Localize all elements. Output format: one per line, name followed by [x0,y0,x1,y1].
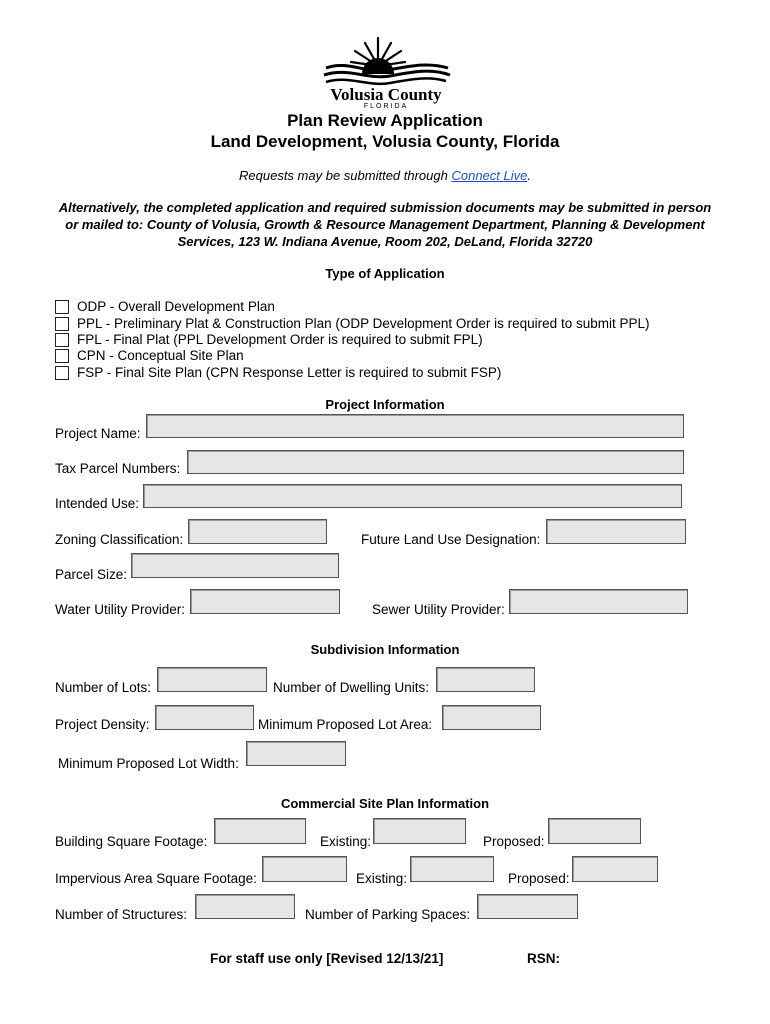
project-name-field[interactable] [146,414,684,438]
project-information-heading: Project Information [325,397,445,412]
tax-parcel-numbers-label: Tax Parcel Numbers: [55,461,181,476]
option-ppl[interactable] [55,315,649,332]
building-proposed-label: Proposed: [483,834,545,849]
number-of-dwelling-units-field[interactable] [436,667,535,692]
option-cpn[interactable] [55,347,244,364]
sewer-utility-field[interactable] [509,589,688,614]
water-utility-field[interactable] [190,589,340,614]
project-name-label: Project Name: [55,426,141,441]
mailing-instructions: Alternatively, the completed application and required submission documents may be submitted in person or mailed to: County of Volusia, Growth & Resource Management Department, Planning & Development Services, 123 W. Indiana Avenue, Room 202, DeLand, Florida 32720 [58,200,712,249]
number-of-dwelling-units-label: Number of Dwelling Units: [273,680,430,695]
volusia-county-logo [318,34,454,110]
odp-checkbox[interactable] [55,300,69,314]
building-square-footage-label: Building Square Footage: [55,834,208,849]
ppl-checkbox[interactable] [55,317,69,331]
request-note [0,168,770,183]
number-of-structures-label: Number of Structures: [55,907,188,922]
impervious-existing-label: Existing: [356,871,408,886]
staff-use-note: For staff use only [Revised 12/13/21] [210,951,444,966]
minimum-lot-width-label: Minimum Proposed Lot Width: [58,756,239,771]
option-label: FPL - Final Plat (PPL Development Order is required to submit FPL) [77,332,483,347]
commercial-information-heading: Commercial Site Plan Information [280,796,490,811]
impervious-area-field[interactable] [262,856,347,882]
zoning-classification-label: Zoning Classification: [55,532,184,547]
minimum-lot-width-field[interactable] [246,741,346,766]
parcel-size-label: Parcel Size: [55,567,128,582]
impervious-area-label: Impervious Area Square Footage: [55,871,257,886]
water-utility-label: Water Utility Provider: [55,602,186,617]
intended-use-label: Intended Use: [55,496,140,511]
number-of-lots-label: Number of Lots: [55,680,152,695]
minimum-lot-area-field[interactable] [442,705,541,730]
number-of-lots-field[interactable] [157,667,267,692]
request-text: Requests may be submitted through [239,168,452,183]
number-of-parking-spaces-field[interactable] [477,894,578,919]
svg-text:FLORIDA: FLORIDA [363,103,409,110]
option-label: ODP - Overall Development Plan [77,299,275,314]
fpl-checkbox[interactable] [55,333,69,347]
option-odp[interactable] [55,298,275,315]
zoning-classification-field[interactable] [188,519,327,544]
page-subtitle: Land Development, Volusia County, Florida [210,132,560,151]
number-of-parking-spaces-label: Number of Parking Spaces: [305,907,471,922]
impervious-proposed-label: Proposed: [508,871,570,886]
svg-text:Volusia County: Volusia County [330,85,442,104]
option-fpl[interactable] [55,331,483,348]
type-of-application-heading: Type of Application [325,266,445,281]
subdivision-information-heading: Subdivision Information [310,642,460,657]
rsn-label: RSN: [527,951,560,966]
future-land-use-label: Future Land Use Designation: [361,532,541,547]
sewer-utility-label: Sewer Utility Provider: [372,602,505,617]
option-label: FSP - Final Site Plan (CPN Response Letter is required to submit FSP) [77,365,502,380]
fsp-checkbox[interactable] [55,366,69,380]
future-land-use-field[interactable] [546,519,686,544]
building-square-footage-field[interactable] [214,818,306,844]
option-label: PPL - Preliminary Plat & Construction Plan (ODP Development Order is required to submit PPL) [77,316,650,331]
impervious-existing-field[interactable] [410,856,494,882]
project-density-field[interactable] [155,705,254,730]
parcel-size-field[interactable] [131,553,339,578]
number-of-structures-field[interactable] [195,894,295,919]
sun-logo-icon [318,34,454,110]
intended-use-field[interactable] [143,484,682,508]
minimum-lot-area-label: Minimum Proposed Lot Area: [258,717,433,732]
option-label: CPN - Conceptual Site Plan [77,348,244,363]
project-density-label: Project Density: [55,717,150,732]
impervious-proposed-field[interactable] [572,856,658,882]
tax-parcel-numbers-field[interactable] [187,450,684,474]
option-fsp[interactable] [55,364,501,381]
building-proposed-field[interactable] [548,818,641,844]
cpn-checkbox[interactable] [55,349,69,363]
building-existing-label: Existing: [320,834,372,849]
connect-live-link[interactable]: Connect Live [451,168,528,183]
request-end: . [527,168,531,183]
building-existing-field[interactable] [373,818,466,844]
page-title: Plan Review Application [287,111,483,130]
